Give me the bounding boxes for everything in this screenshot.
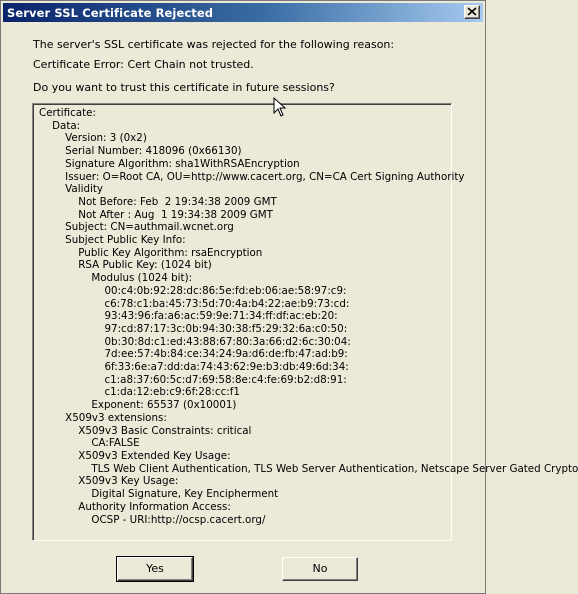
certificate-details-text: Certificate: Data: Version: 3 (0x2) Serial Number: 418096 (0x66130) Signature Algorithm: sha1WithRSAEncryption Issuer: O=Root CA, OU=http://www.cacert.org, CN=CA Cert Signing Authority Validity Not Before: Feb 2 19:34:38 2009 GMT Not After : Aug 1 19:34:38 2009 GMT Subject: CN=authmail.wcnet.org Subject Public Key Info: Public Key Algorithm: rsaEncryption RSA Public Key: (1024 bit) Modulus (1024 bit): 00:c4:0b:92:28:dc:86:5e:fd:eb:06:ae:58:97:c9: c6:78:c1:ba:45:73:5d:70:4a:b4:22:ae:b9:73:cd: 93:43:96:fa:a6:ac:59:9e:71:34:ff:df:ac:eb:20: 97:cd:87:17:3c:0b:94:30:38:f5:29:32:6a:c0:50: 0b:30:8d:c1:ed:43:88:67:80:3a:66:d2:6c:30:04: 7d:ee:57:4b:84:ce:34:24:9a:d6:de:fb:47:ad:b9: 6f:33:6e:a7:dd:da:74:43:62:9e:b3:db:49:6d:34: c1:a8:37:60:5c:d7:69:58:8e:c4:fe:69:b2:d8:91: c1:da:12:eb:c9:6f:28:cc:f1 Exponent: 65537 (0x10001) X509v3 extensions: X509v3 Basic Constraints: critical CA:FALSE X509v3 Extended Key Usage: TLS Web Client Authentication, TLS Web Server Authentication, Netscape Server Gated Crypto X509v3 Key Usage: Digital Signature, Key Encipherment Authority Information Access: OCSP - URI:http://ocsp.cacert.org/ <box>39 107 578 526</box>
close-button[interactable] <box>464 5 480 19</box>
mouse-cursor-icon <box>273 97 286 117</box>
certificate-error-text: Certificate Error: Cert Chain not trusted. <box>33 58 254 71</box>
rejection-reason-text: The server's SSL certificate was rejected for the following reason: <box>33 38 395 51</box>
no-button[interactable]: No <box>282 557 358 581</box>
title-bar[interactable] <box>3 3 483 22</box>
certificate-details-box[interactable] <box>32 103 578 541</box>
trust-question-text: Do you want to trust this certificate in future sessions? <box>33 81 335 94</box>
close-icon <box>468 8 476 15</box>
dialog-title: Server SSL Certificate Rejected <box>7 6 214 20</box>
yes-button[interactable]: Yes <box>117 557 193 581</box>
